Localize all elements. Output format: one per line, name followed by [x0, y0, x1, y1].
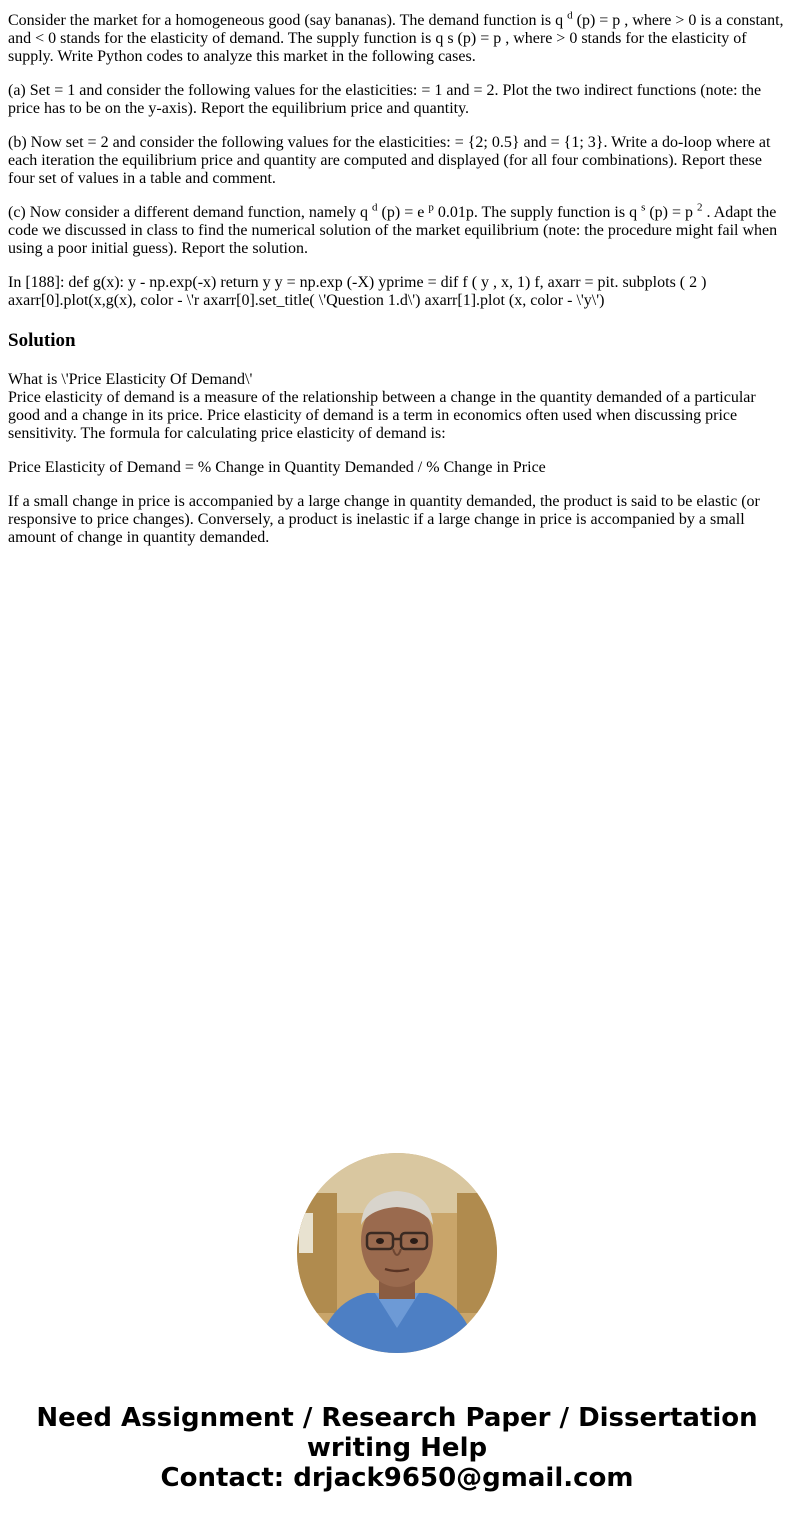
question-part-b: (b) Now set = 2 and consider the following values for the elasticities: = {2; 0.5} and = {1; 3}. Write a do-loop where at each iteration the equilibrium price and quantity are computed and displayed (for all four combinations). Report these four set of values in a table and comment.: [8, 134, 771, 187]
part-c-text-1: (c) Now consider a different demand function, namely q: [8, 204, 373, 221]
part-c-superscript-s: s: [641, 201, 646, 214]
author-portrait-icon: [297, 1153, 497, 1353]
solution-subtitle: What is \'Price Elasticity Of Demand\': [8, 371, 253, 388]
question-part-c: [8, 201, 786, 258]
solution-heading: Solution: [8, 330, 76, 351]
part-c-text-4: (p) = p: [645, 204, 698, 221]
question-part-a: (a) Set = 1 and consider the following values for the elasticities: = 1 and = 2. Plot the two indirect functions (note: the price has to be on the y-axis). Report the equilibrium price and quantity.: [8, 82, 762, 117]
part-c-superscript-2: 2: [697, 201, 703, 214]
footer-line-1: Need Assignment / Research Paper / Dissertation: [36, 1403, 758, 1433]
solution-definition: [8, 371, 786, 443]
solution-paragraph-2: If a small change in price is accompanied by a large change in quantity demanded, the product is said to be elastic (or responsive to price changes). Conversely, a product is inelastic if a large change in price is accompanied by a small amount of change in quantity demanded.: [8, 493, 760, 546]
footer-line-2: writing Help: [306, 1433, 488, 1463]
part-c-superscript-p: p: [428, 201, 434, 214]
intro-superscript-d: d: [567, 9, 573, 22]
question-intro: [8, 9, 786, 66]
intro-text-1: Consider the market for a homogeneous good (say bananas). The demand function is q: [8, 12, 568, 29]
solution-paragraph-1: Price elasticity of demand is a measure of the relationship between a change in the quantity demanded of a particular good and a change in its price. Price elasticity of demand is a term in economics often used when discussing price sensitivity. The formula for calculating price elasticity of demand is:: [8, 389, 756, 442]
solution-formula: Price Elasticity of Demand = % Change in Quantity Demanded / % Change in Price: [8, 459, 546, 476]
footer-contact: Contact: drjack9650@gmail.com: [160, 1463, 634, 1493]
intro-text-2: (p) = p , where > 0 is a constant, and < 0 stands for the elasticity of demand. The supply function is q s (p) = p , where > 0 stands for the elasticity of supply. Write Python codes to analyze this market in the following cases.: [8, 12, 784, 65]
part-c-text-2: (p) = e: [377, 204, 429, 221]
author-avatar: [297, 1153, 497, 1353]
part-c-text-5: . Adapt the code we discussed in class to find the numerical solution of the market equilibrium (note: the procedure might fail when using a poor initial guess). Report the solution.: [8, 204, 778, 257]
footer-banner: [0, 1403, 794, 1493]
part-c-text-3: 0.01p. The supply function is q: [433, 204, 642, 221]
question-code: In [188]: def g(x): y - np.exp(-x) return y y = np.exp (-X) yprime = dif f ( y , x, 1) f, axarr = pit. subplots ( 2 ) axarr[0].plot(x,g(x), color - \'r axarr[0].set_title( \'Question 1.d\') axarr[1].plot (x, color - \'y\'): [8, 274, 707, 309]
document-body: [8, 9, 786, 563]
part-c-superscript-d: d: [372, 201, 378, 214]
